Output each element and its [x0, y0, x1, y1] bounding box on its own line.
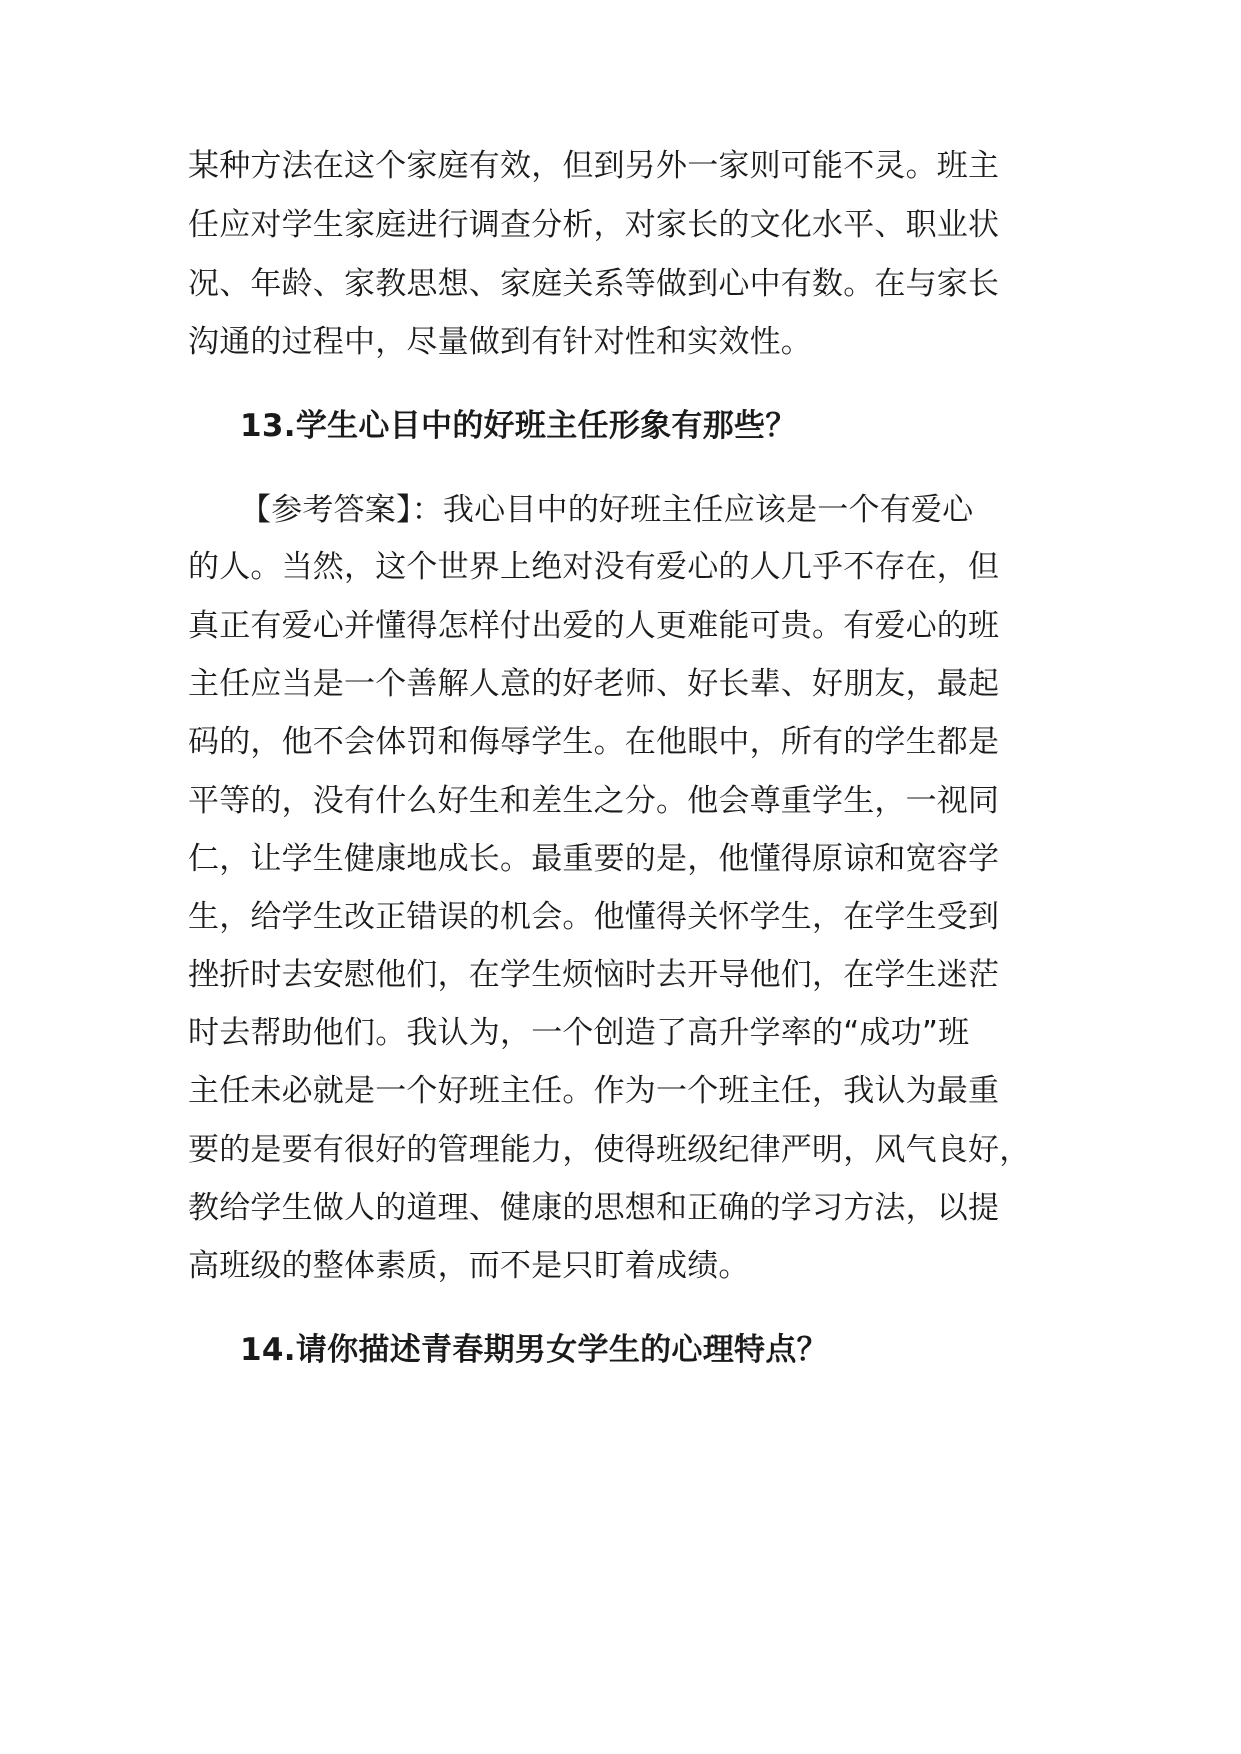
question-13-heading: 13.学生心目中的好班主任形象有那些？ [240, 408, 797, 444]
paragraph-2-line-9: 挫折时去安慰他们，在学生烦恼时去开导他们，在学生迷茫 [188, 957, 1000, 993]
paragraph-2-line-13: 教给学生做人的道理、健康的思想和正确的学习方法，以提 [188, 1190, 1000, 1226]
paragraph-2-line-2: 的人。当然，这个世界上绝对没有爱心的人几乎不存在，但 [188, 549, 1000, 585]
paragraph-2-line-6: 平等的，没有什么好生和差生之分。他会尊重学生，一视同 [188, 783, 1000, 819]
paragraph-2-line-4: 主任应当是一个善解人意的好老师、好长辈、好朋友，最起 [188, 666, 1000, 702]
paragraph-2-line-3: 真正有爱心并懂得怎样付出爱的人更难能可贵。有爱心的班 [188, 608, 1000, 644]
paragraph-2-line-12: 要的是要有很好的管理能力，使得班级纪律严明，风气良好， [188, 1132, 1031, 1168]
paragraph-1-line-1: 某种方法在这个家庭有效，但到另外一家则可能不灵。班主 [188, 148, 1000, 184]
paragraph-2-line-11: 主任未必就是一个好班主任。作为一个班主任，我认为最重 [188, 1073, 1000, 1109]
paragraph-2-line-14: 高班级的整体素质，而不是只盯着成绩。 [188, 1248, 750, 1284]
paragraph-1-line-4: 沟通的过程中，尽量做到有针对性和实效性。 [188, 324, 812, 360]
paragraph-2-line-8: 生，给学生改正错误的机会。他懂得关怀学生，在学生受到 [188, 899, 1000, 935]
paragraph-2-line-5: 码的，他不会体罚和侮辱学生。在他眼中，所有的学生都是 [188, 724, 1000, 760]
paragraph-2-line-7: 仁，让学生健康地成长。最重要的是，他懂得原谅和宽容学 [188, 841, 1000, 877]
paragraph-1-line-2: 任应对学生家庭进行调查分析，对家长的文化水平、职业状 [188, 207, 1000, 243]
question-14-heading: 14.请你描述青春期男女学生的心理特点？ [240, 1332, 828, 1368]
paragraph-2-line-10: 时去帮助他们。我认为，一个创造了高升学率的“成功”班 [188, 1015, 970, 1051]
paragraph-1-line-3: 况、年龄、家教思想、家庭关系等做到心中有数。在与家长 [188, 266, 1000, 302]
paragraph-2-line-1: 【参考答案】：我心目中的好班主任应该是一个有爱心 [240, 492, 974, 528]
